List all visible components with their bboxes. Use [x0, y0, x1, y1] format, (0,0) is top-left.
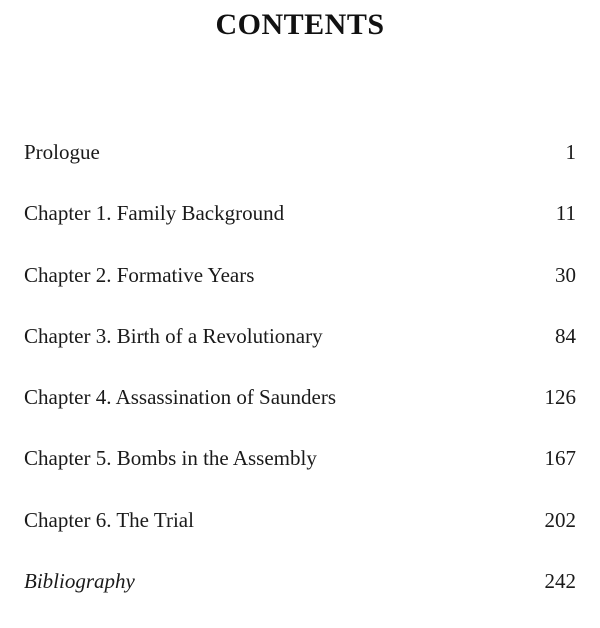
toc-entry-page-number: 84 — [555, 323, 576, 348]
toc-entry-label: Bibliography — [24, 569, 135, 594]
toc-entry-chapter-5[interactable] — [24, 444, 576, 505]
toc-entry-label: Chapter 4. Assassination of Saunders — [24, 385, 337, 410]
toc-entry-label: Chapter 2. Formative Years — [24, 262, 255, 287]
toc-entry-page-number: 242 — [544, 569, 576, 594]
toc-entry-bibliography[interactable] — [24, 567, 576, 628]
toc-entry-chapter-4[interactable] — [24, 383, 576, 444]
toc-entry-page-number: 11 — [555, 201, 576, 226]
toc-entry-chapter-2[interactable] — [24, 261, 576, 322]
toc-entry-chapter-6[interactable] — [24, 506, 576, 567]
toc-entry-chapter-1[interactable] — [24, 199, 576, 260]
toc-entry-chapter-3[interactable] — [24, 322, 576, 383]
toc-entry-page-number: 126 — [544, 385, 576, 410]
toc-entry-page-number: 30 — [555, 262, 576, 287]
toc-entry-prologue[interactable] — [24, 138, 576, 199]
toc-entry-page-number: 1 — [565, 140, 576, 164]
toc-entry-page-number: 167 — [544, 446, 576, 471]
page-title: CONTENTS — [215, 8, 385, 41]
toc-entry-label: Chapter 6. The Trial — [24, 507, 194, 532]
toc-entry-label: Chapter 1. Family Background — [24, 201, 285, 226]
toc-entry-page-number: 202 — [544, 507, 576, 532]
table-of-contents — [24, 138, 576, 628]
toc-entry-label: Chapter 3. Birth of a Revolutionary — [24, 323, 323, 348]
toc-entry-label: Chapter 5. Bombs in the Assembly — [24, 446, 317, 471]
toc-entry-label: Prologue — [24, 140, 100, 164]
